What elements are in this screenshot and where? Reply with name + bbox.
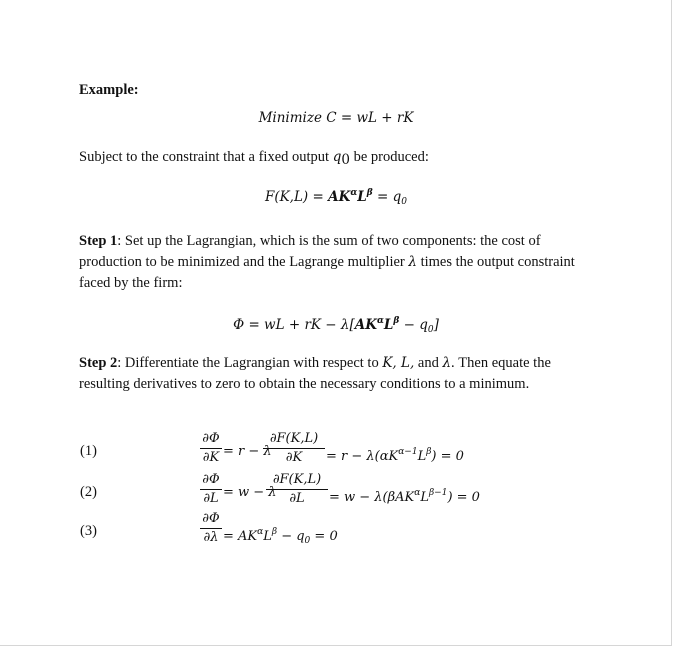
condition-1-result-L: L <box>417 449 427 464</box>
condition-2-rhs-den: ∂L <box>289 491 305 506</box>
condition-3-result-end: − q <box>281 529 305 544</box>
condition-1-result-a: = r − λ(αK <box>326 449 399 464</box>
step2-label: Step 2 <box>79 355 118 371</box>
condition-3-result-final: = 0 <box>314 529 338 544</box>
step2-line2: resulting derivatives to zero to obtain the necessary conditions to a minimum. <box>79 376 530 392</box>
production-rhs: = q <box>377 189 402 205</box>
condition-1-result-end: ) = 0 <box>431 449 464 464</box>
lambda-symbol: λ <box>408 254 417 270</box>
step2-line1-before: : Differentiate the Lagrangian with respect to <box>117 355 379 371</box>
production-rhs-sub: 0 <box>401 197 408 207</box>
constraint-text-before: Subject to the constraint that a fixed output <box>79 149 330 165</box>
step2-vars: K, L, <box>382 355 415 371</box>
lagrangian-expr: = wL + rK − λ[ <box>248 317 355 333</box>
output-subscript: 0 <box>341 152 350 168</box>
condition-1-result-sup: α−1 <box>398 447 418 457</box>
condition-1-lhs-num: ∂Φ <box>202 431 220 446</box>
condition-2-result-a: = w − λ(βAK <box>329 490 415 505</box>
condition-1-result-sup2: β <box>426 447 432 457</box>
condition-3-result-L: L <box>263 529 272 544</box>
condition-2-result-sup: α <box>414 488 421 498</box>
step1-line1-text: : Set up the Lagrangian, which is the sum of two components: the cost of <box>117 233 541 249</box>
condition-1-rhs-fraction <box>263 431 325 466</box>
step1-line2 <box>79 252 575 273</box>
example-heading: Example: <box>79 82 139 98</box>
condition-3-lhs-fraction <box>200 511 222 546</box>
condition-3-lhs-den: ∂λ <box>203 530 219 545</box>
lagrangian-L: L <box>383 317 394 333</box>
constraint-intro <box>79 147 429 171</box>
objective-equation <box>0 110 672 126</box>
constraint-text-after: be produced: <box>353 149 429 165</box>
production-alpha: α <box>350 188 358 198</box>
step2-line1-after: . Then equate the <box>451 355 551 371</box>
condition-2-result-L: L <box>420 490 429 505</box>
objective-prefix: Minimize <box>258 110 322 126</box>
lagrangian-AK: AK <box>354 317 377 333</box>
condition-2-result-sup2: β−1 <box>428 488 448 498</box>
condition-1-lhs-den: ∂K <box>202 450 220 465</box>
step2-line1 <box>79 353 551 374</box>
production-lhs: F(K,L) = <box>264 189 324 205</box>
condition-2-number: (2) <box>80 484 97 500</box>
step2-lambda: λ <box>442 355 452 371</box>
condition-1-mid: = r − λ <box>223 444 272 459</box>
condition-1-number: (1) <box>80 443 97 459</box>
condition-2-lhs-fraction <box>200 472 222 507</box>
step1-line3: faced by the firm: <box>79 275 183 291</box>
condition-2-rhs-fraction <box>266 472 328 507</box>
condition-2-result <box>329 484 480 507</box>
condition-2-lhs-den: ∂L <box>203 491 219 506</box>
condition-3-result-sub: 0 <box>304 536 311 546</box>
lagrangian-tail: − q <box>403 317 428 333</box>
condition-3-result-a: = AK <box>223 529 258 544</box>
condition-2-mid: = w − λ <box>223 485 277 500</box>
condition-3-result-sup2: β <box>271 527 278 537</box>
lagrangian-close: ] <box>433 317 439 333</box>
condition-2-rhs-num: ∂F(K,L) <box>272 472 322 487</box>
lagrangian-equation <box>0 316 672 335</box>
condition-2-lhs-num: ∂Φ <box>202 472 220 487</box>
condition-1-rhs-num: ∂F(K,L) <box>269 431 319 446</box>
condition-3-number: (3) <box>80 523 97 539</box>
production-function <box>0 188 672 207</box>
condition-3-result <box>223 523 338 550</box>
objective-expr: C = wL + rK <box>326 110 414 126</box>
condition-1-rhs-den: ∂K <box>285 450 303 465</box>
condition-1-result <box>326 443 464 466</box>
phi-symbol: Φ <box>233 317 245 333</box>
step1-line1 <box>79 231 541 252</box>
condition-3-lhs-num: ∂Φ <box>202 511 220 526</box>
lagrangian-beta: β <box>393 316 400 326</box>
condition-2-result-end: ) = 0 <box>447 490 480 505</box>
production-AK: AK <box>328 189 351 205</box>
step1-line2-before: production to be minimized and the Lagrange multiplier <box>79 254 405 270</box>
step1-line2-after: times the output constraint <box>420 254 575 270</box>
lagrangian-tail-sub: 0 <box>427 325 434 335</box>
production-beta: β <box>366 188 373 198</box>
lagrangian-alpha: α <box>376 316 384 326</box>
step2-and: and <box>417 355 439 371</box>
output-symbol: q <box>332 149 342 165</box>
step1-label: Step 1 <box>79 233 118 249</box>
condition-1-lhs-fraction <box>200 431 222 466</box>
condition-3-result-sup: α <box>257 527 264 537</box>
production-L: L <box>357 189 367 205</box>
